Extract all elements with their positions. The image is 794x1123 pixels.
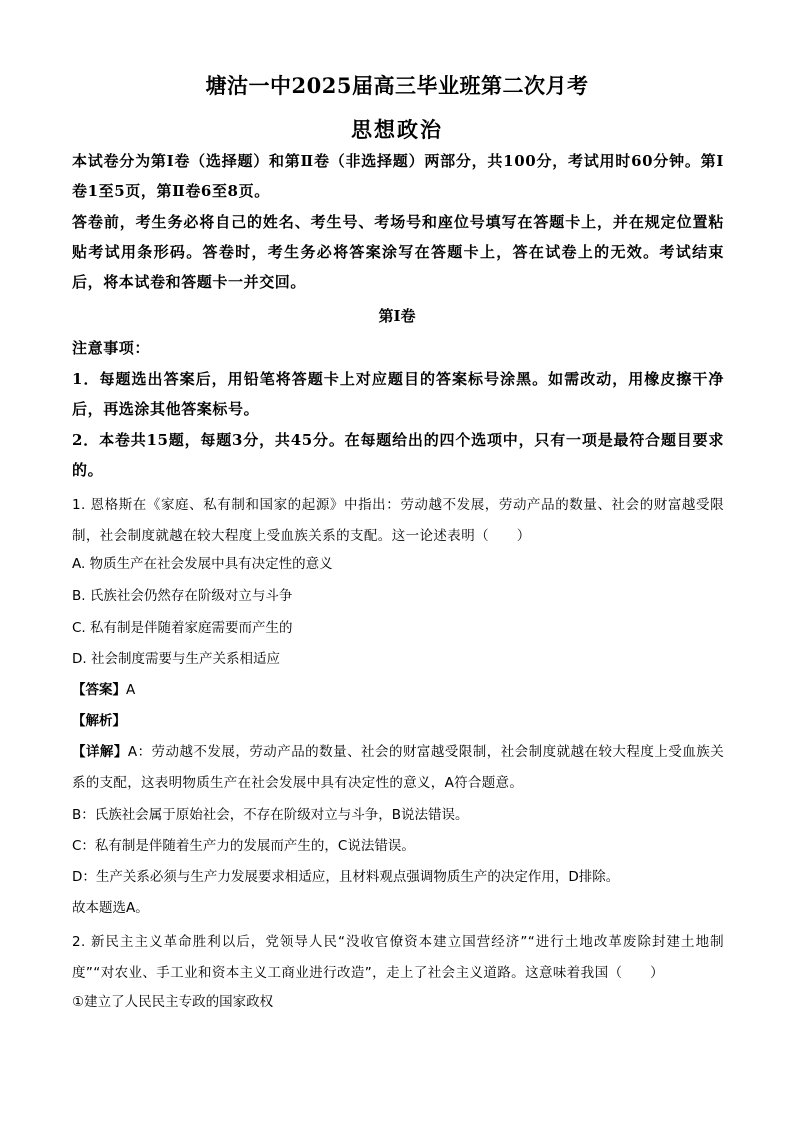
exam-title: 塘沽一中2025届高三毕业班第二次月考 <box>205 73 589 98</box>
answer-value: A <box>126 682 136 698</box>
notice-label: 注意事项： <box>72 339 151 357</box>
question-1-option-d: D. 社会制度需要与生产关系相适应 <box>72 651 280 667</box>
answer-line <box>72 678 135 702</box>
question-2-stem: 2. 新民主主义革命胜利以后，党领导人民“没收官僚资本建立国营经济”“进行土地改革废除封建土地制度”“对农业、手工业和资本主义工商业进行改造”，走上了社会主义道路。这意味着我国（ ） <box>72 934 724 981</box>
question-1-stem: 1. 恩格斯在《家庭、私有制和国家的起源》中指出：劳动越不发展，劳动产品的数量、社会的财富越受限制，社会制度就越在较大程度上受血族关系的支配。这一论述表明（ ） <box>72 497 724 544</box>
detail-label: 【详解】 <box>72 744 128 760</box>
intro-paragraph-1: 本试卷分为第Ⅰ卷（选择题）和第Ⅱ卷（非选择题）两部分，共100分，考试用时60分钟。第Ⅰ卷1至5页，第Ⅱ卷6至8页。 <box>72 152 724 200</box>
question-1-option-c: C. 私有制是伴随着家庭需要而产生的 <box>72 620 293 636</box>
detail-a-text: A：劳动越不发展，劳动产品的数量、社会的财富越受限制，社会制度就越在较大程度上受血族关系的支配，这表明物质生产在社会发展中具有决定性的意义，A符合题意。 <box>72 744 724 791</box>
intro-paragraph-2: 答卷前，考生务必将自己的姓名、考生号、考场号和座位号填写在答题卡上，并在规定位置粘贴考试用条形码。答卷时，考生务必将答案涂写在答题卡上，答在试卷上的无效。考试结束后，将本试卷和答题卡一并交回。 <box>72 213 724 291</box>
detail-a <box>72 737 724 799</box>
notice-item-1: 1．每题选出答案后，用铅笔将答题卡上对应题目的答案标号涂黑。如需改动，用橡皮擦干净后，再选涂其他答案标号。 <box>72 370 724 418</box>
conclusion: 故本题选A。 <box>72 900 149 916</box>
detail-c: C：私有制是伴随着生产力的发展而产生的，C说法错误。 <box>72 838 415 854</box>
subject-title: 思想政治 <box>351 117 443 142</box>
question-2-item-1: ①建立了人民民主专政的国家政权 <box>72 994 274 1010</box>
detail-d: D：生产关系必须与生产力发展要求相适应，且材料观点强调物质生产的决定作用，D排除。 <box>72 869 620 885</box>
detail-b: B：氏族社会属于原始社会，不存在阶级对立与斗争，B说法错误。 <box>72 807 469 823</box>
question-1-option-a: A. 物质生产在社会发展中具有决定性的意义 <box>72 556 333 572</box>
question-1-option-b: B. 氏族社会仍然存在阶级对立与斗争 <box>72 588 293 604</box>
section-heading: 第Ⅰ卷 <box>378 307 416 325</box>
answer-label: 【答案】 <box>72 682 126 698</box>
notice-item-2: 2．本卷共15题，每题3分，共45分。在每题给出的四个选项中，只有一项是最符合题目要求的。 <box>72 431 724 479</box>
analysis-label: 【解析】 <box>72 713 126 729</box>
